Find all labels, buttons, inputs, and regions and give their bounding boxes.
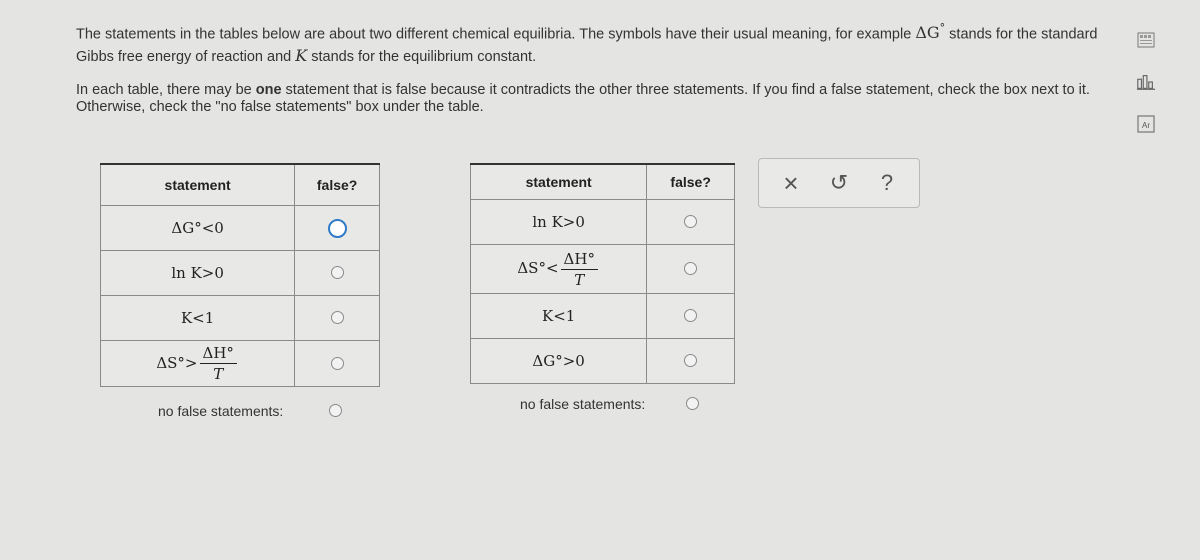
column-header-false: false? (295, 164, 380, 206)
tool-rail (1136, 30, 1162, 156)
data-chart-button[interactable] (1136, 72, 1156, 92)
close-icon: × (783, 168, 799, 198)
false-radio-4[interactable] (331, 357, 344, 370)
element-info-button[interactable] (1136, 114, 1156, 134)
false-radio-3[interactable] (331, 311, 344, 324)
false-radio-1[interactable] (684, 215, 697, 228)
false-radio-1[interactable] (328, 219, 347, 238)
statement-cell: ΔS°> $\frac{\Delta H^\circ}{T}$ (101, 341, 295, 387)
delta-g-symbol: ΔG° (915, 22, 946, 43)
column-header-false: false? (647, 164, 735, 200)
false-radio-2[interactable] (684, 262, 697, 275)
periodic-table-icon (1137, 32, 1155, 48)
bar-chart-icon (1136, 73, 1156, 91)
column-header-statement: statement (101, 164, 295, 206)
statement-cell: K<1 (471, 294, 647, 339)
statements-table-2 (470, 163, 735, 384)
statements-table-1 (100, 163, 380, 387)
undo-button[interactable] (827, 171, 851, 195)
element-icon-label: Ar (1142, 121, 1150, 130)
clear-button[interactable] (779, 168, 803, 198)
statement-cell: ΔG°>0 (471, 339, 647, 384)
answer-toolbar (758, 158, 920, 208)
help-button[interactable] (875, 171, 899, 195)
instructions (76, 18, 1116, 116)
column-header-statement: statement (471, 164, 647, 200)
statement-cell: ln K>0 (471, 200, 647, 245)
help-icon: ? (880, 170, 894, 195)
undo-icon: ↺ (829, 170, 849, 195)
no-false-statements-radio-1[interactable] (329, 404, 342, 417)
false-radio-2[interactable] (331, 266, 344, 279)
no-false-statements-label: no false statements: (520, 396, 646, 412)
periodic-table-button[interactable] (1136, 30, 1156, 50)
instruction-paragraph-2: In each table, there may be one statement that is false because it contradicts the other three statements. If you find a false statement, check the box next to it. Otherwise, check the "no false statements" box under the table. (76, 82, 1090, 116)
k-symbol: K (295, 46, 308, 66)
false-radio-4[interactable] (684, 354, 697, 367)
statement-cell: K<1 (101, 296, 295, 341)
statement-cell: ΔS°< $\frac{\Delta H^\circ}{T}$ (471, 245, 647, 294)
statement-cell: ΔG°<0 (101, 206, 295, 251)
no-false-statements-radio-2[interactable] (686, 397, 699, 410)
statement-cell: ln K>0 (101, 251, 295, 296)
false-radio-3[interactable] (684, 309, 697, 322)
instruction-paragraph-1: The statements in the tables below are about two different chemical equilibria. The symbols have their usual meaning, for example ΔG° stands for the standard Gibbs free energy of reaction and K stands for the equilibrium constant. (76, 22, 1098, 66)
no-false-statements-label: no false statements: (158, 403, 284, 419)
